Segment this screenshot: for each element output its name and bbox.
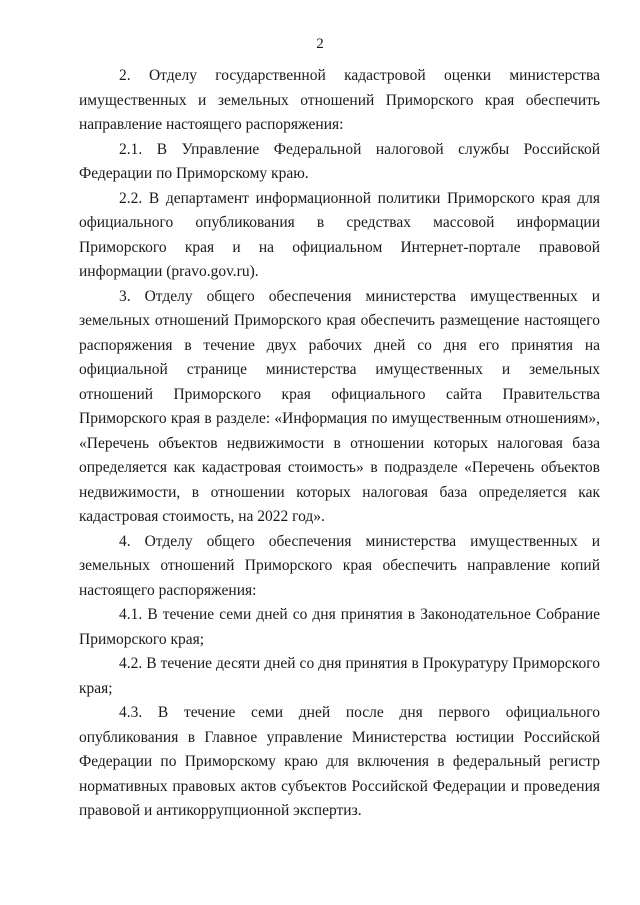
paragraph-4-1: 4.1. В течение семи дней со дня принятия в Законодательное Собрание Приморского края;	[79, 606, 600, 648]
paragraph-4-3: 4.3. В течение семи дней после дня первого официального опубликования в Главное управление Министерства юстиции Российской Федерации по Приморскому краю для включения в федеральный регистр нормативных правовых актов субъектов Российской Федерации и проведения правовой и антикоррупционной экспертиз.	[79, 704, 600, 819]
page-number: 2	[316, 36, 324, 52]
document-body	[79, 64, 600, 824]
paragraph-4: 4. Отделу общего обеспечения министерства имущественных и земельных отношений Приморского края обеспечить направление копий настоящего распоряжения:	[79, 532, 600, 599]
paragraph-2: 2. Отделу государственной кадастровой оценки министерства имущественных и земельных отношений Приморского края обеспечить направление настоящего распоряжения:	[79, 67, 600, 133]
paragraph-2-2: 2.2. В департамент информационной политики Приморского края для официального опубликования в средствах массовой информации Приморского края и на официальном Интернет-портале правовой информации (pravo.gov.ru).	[79, 189, 600, 280]
paragraph-2-1: 2.1. В Управление Федеральной налоговой службы Российской Федерации по Приморскому краю.	[79, 140, 600, 182]
paragraph-4-2: 4.2. В течение десяти дней со дня принятия в Прокуратуру Приморского края;	[79, 655, 600, 697]
paragraph-3: 3. Отделу общего обеспечения министерства имущественных и земельных отношений Приморского края обеспечить размещение настоящего распоряжения в течение двух рабочих дней со дня его принятия на официальной странице министерства имущественных и земельных отношений Приморского края официального сайта Правительства Приморского края в разделе: «Информация по имущественным отношениям», «Перечень объектов недвижимости в отношении которых налоговая база определяется как кадастровая стоимость» в подразделе «Перечень объектов недвижимости, в отношении которых налоговая база определяется как кадастровая стоимость, на 2022 год».	[79, 287, 600, 525]
